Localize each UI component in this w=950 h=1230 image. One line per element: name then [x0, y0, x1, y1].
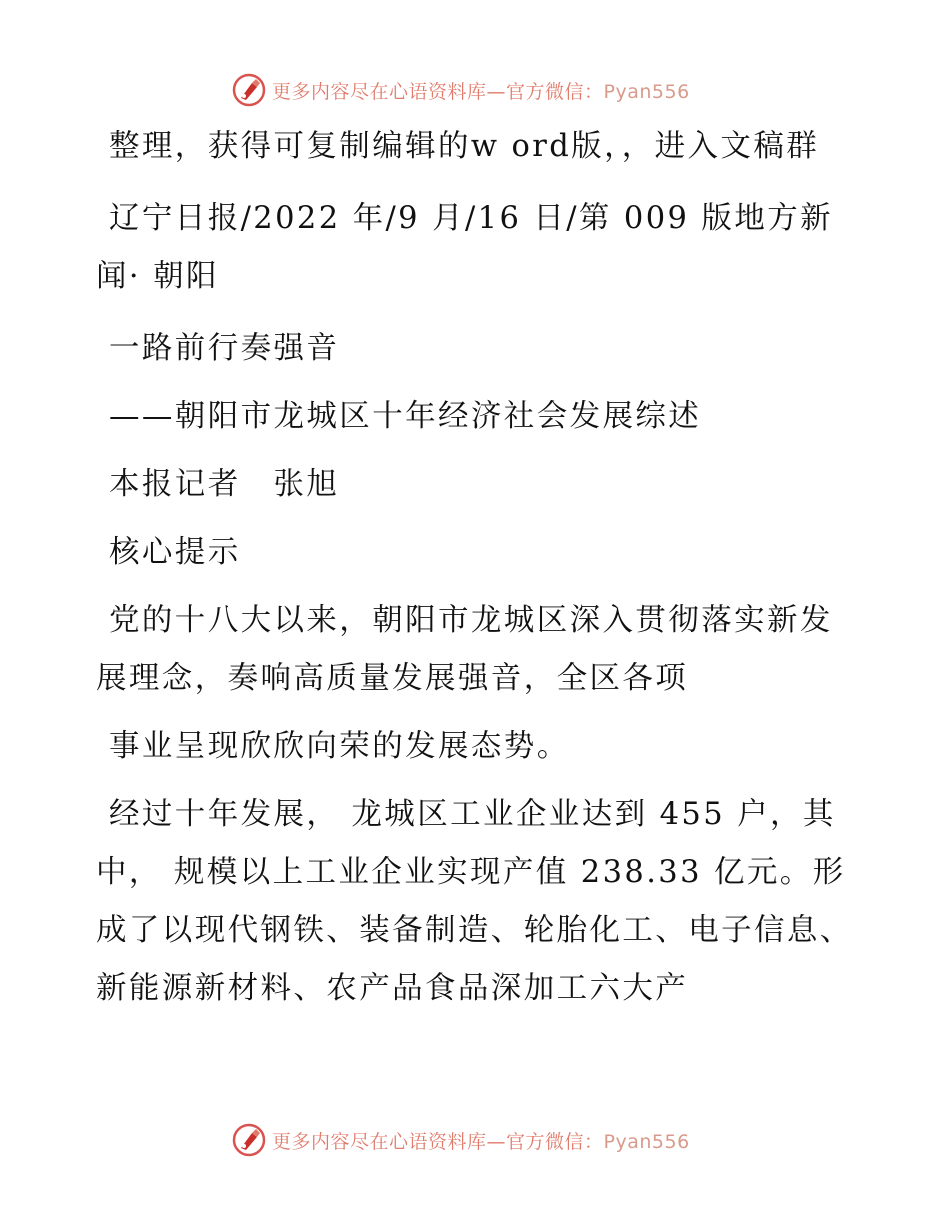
- article-subtitle: ——朝阳市龙城区十年经济社会发展综述: [109, 399, 702, 434]
- article-title: 一路前行奏强音: [109, 331, 340, 366]
- header-watermark: [232, 70, 732, 110]
- paragraph-summary: 党的十八大以来，朝阳市龙城区深入贯彻落实新发展理念，奏响高质量发展强音，全区各项: [96, 603, 833, 696]
- footer-watermark: [232, 1120, 732, 1160]
- watermark-text: 更多内容尽在心语资料库—官方微信：Pyan556: [272, 1130, 690, 1153]
- pen-nib-logo-icon: [232, 73, 266, 107]
- paragraph-industry: 经过十年发展， 龙城区工业企业达到 455 户，其中， 规模以上工业企业实现产值 238.33 亿元。形成了以现代钢铁、装备制造、轮胎化工、电子信息、新能源新材料、农产品食品深加工六大产: [96, 797, 853, 1006]
- paragraph-intro: 整理，获得可复制编辑的w ord版，，进入文稿群: [109, 129, 820, 164]
- watermark-text: 更多内容尽在心语资料库—官方微信：Pyan556: [272, 80, 690, 103]
- section-heading: 核心提示: [109, 535, 241, 570]
- paragraph-source: 辽宁日报/2022 年/9 月/16 日/第 009 版地方新闻· 朝阳: [96, 201, 834, 294]
- pen-nib-logo-icon: [232, 1123, 266, 1157]
- article-byline: 本报记者 张旭: [109, 467, 340, 502]
- document-body: [96, 118, 856, 1032]
- paragraph-summary-cont: 事业呈现欣欣向荣的发展态势。: [109, 729, 570, 764]
